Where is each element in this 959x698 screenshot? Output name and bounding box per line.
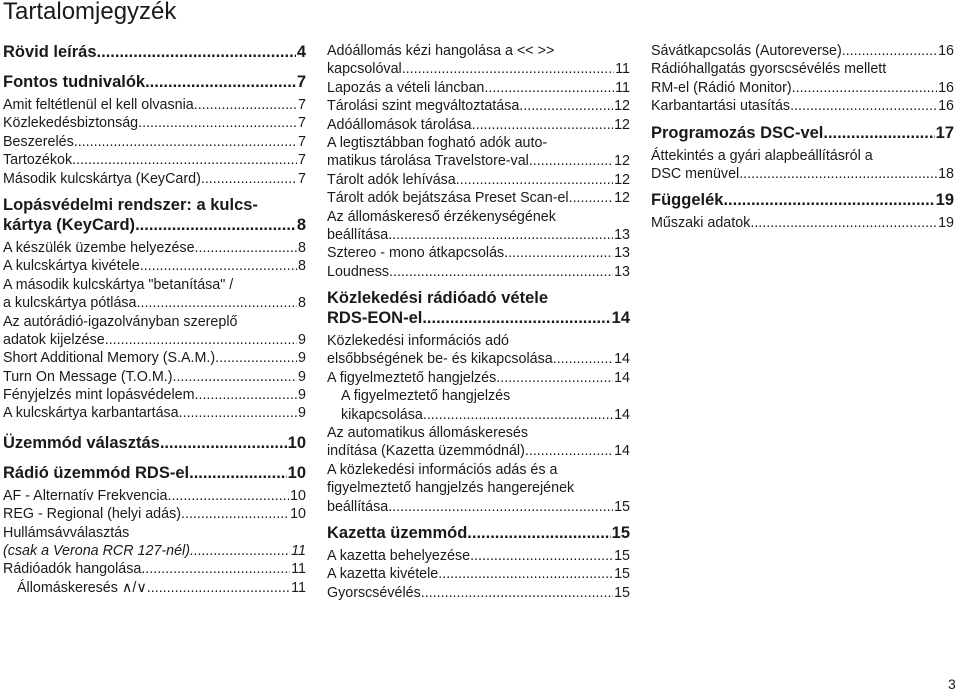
- toc-entry-text: AF - Alternatív Frekvencia: [3, 487, 168, 504]
- toc-entry[interactable]: [3, 239, 306, 257]
- toc-entry[interactable]: [327, 547, 630, 565]
- toc-entry[interactable]: [3, 331, 306, 349]
- toc-entry[interactable]: [327, 350, 630, 368]
- section-heading: [3, 72, 306, 92]
- leader-dots: [147, 579, 290, 597]
- toc-page-number: 12: [614, 116, 630, 133]
- toc-page-number: 12: [614, 171, 630, 188]
- leader-dots: [842, 42, 937, 60]
- toc-page-number: 16: [938, 43, 954, 59]
- toc-entry[interactable]: [651, 42, 954, 60]
- toc-entry-text: kapcsolóval: [327, 61, 402, 78]
- toc-entry[interactable]: [3, 368, 306, 386]
- toc-entry[interactable]: [3, 579, 306, 597]
- leader-dots: [388, 498, 613, 516]
- toc-entry-text: Áttekintés a gyári alapbeállításról a: [651, 147, 873, 164]
- toc-entry[interactable]: [3, 294, 306, 312]
- toc-entry-text: Beszerelés: [3, 133, 74, 150]
- toc-entry-text: RDS-EON-el: [327, 309, 423, 328]
- leader-dots: [215, 349, 297, 367]
- toc-page-number: 14: [611, 309, 630, 328]
- toc-page-number: 15: [614, 498, 630, 515]
- toc-entry-text: A kulcskártya kivétele: [3, 258, 140, 275]
- section-heading: [651, 190, 954, 210]
- toc-entry[interactable]: [327, 442, 630, 460]
- toc-page-number: 19: [935, 191, 954, 210]
- toc-entry-text: Hullámsávválasztás: [3, 524, 130, 541]
- toc-page-number: 8: [298, 258, 306, 275]
- toc-entry[interactable]: [3, 542, 306, 560]
- leader-dots: [195, 386, 298, 404]
- toc-page-number: 10: [290, 506, 306, 523]
- toc-entry-text: A kazetta behelyezése: [327, 547, 471, 564]
- toc-page-number: 7: [298, 97, 306, 113]
- toc-page-number: 9: [298, 368, 306, 385]
- toc-entry-text: Karbantartási utasítás: [651, 98, 791, 115]
- toc-entry[interactable]: [3, 151, 306, 169]
- leader-dots: [137, 294, 298, 312]
- toc-entry[interactable]: [3, 487, 306, 505]
- toc-entry[interactable]: [327, 369, 630, 387]
- toc-page-number: 19: [938, 215, 954, 232]
- toc-entry-text: Az autórádió-igazolványban szereplő: [3, 313, 238, 330]
- toc-entry-text: Tárolt adók bejátszása Preset Scan-el: [327, 190, 569, 207]
- leader-dots: [190, 542, 290, 560]
- toc-section[interactable]: [327, 308, 630, 328]
- toc-page-number: 11: [291, 579, 306, 596]
- section-heading: [3, 42, 306, 62]
- toc-page-number: 11: [291, 543, 306, 560]
- toc-entry-text: RM-el (Rádió Monitor): [651, 79, 792, 96]
- toc-entry-text: Gyorscsévélés: [327, 584, 421, 601]
- spacer: [651, 116, 954, 123]
- leader-dots: [105, 331, 297, 349]
- toc-entry[interactable]: [327, 189, 630, 207]
- toc-section[interactable]: [3, 463, 306, 483]
- leader-dots: [201, 170, 297, 188]
- toc-page-number: 8: [298, 239, 306, 256]
- toc-entry-text: elsőbbségének be- és kikapcsolása: [327, 351, 553, 368]
- toc-entry-text: A figyelmeztető hangjelzés: [327, 369, 497, 386]
- toc-section[interactable]: [327, 523, 630, 543]
- toc-entry[interactable]: [3, 114, 306, 132]
- spacer: [3, 453, 306, 463]
- toc-page-number: 16: [938, 79, 954, 96]
- toc-entry[interactable]: [3, 96, 306, 114]
- toc-page-number: 15: [614, 547, 630, 564]
- leader-dots: [553, 350, 613, 368]
- toc-entry-text: Lopásvédelmi rendszer: a kulcs-: [3, 195, 258, 214]
- spacer: [3, 423, 306, 433]
- leader-dots: [172, 368, 297, 386]
- toc-entry-text: Üzemmód választás: [3, 433, 160, 452]
- leader-dots: [438, 565, 613, 583]
- section-heading: [651, 123, 954, 143]
- toc-page-number: 18: [938, 165, 954, 182]
- leader-dots: [456, 171, 613, 189]
- toc-page-number: 11: [615, 79, 630, 96]
- toc-page-number: 7: [298, 170, 306, 187]
- toc-section[interactable]: [651, 190, 954, 210]
- leader-dots: [484, 79, 614, 97]
- toc-page-number: 15: [614, 566, 630, 583]
- toc-entry-text: Sávátkapcsolás (Autoreverse): [651, 43, 842, 59]
- spacer: [3, 62, 306, 72]
- toc-page-number: 7: [298, 152, 306, 169]
- toc-entry[interactable]: [3, 404, 306, 422]
- toc-entry-text: A legtisztábban fogható adók auto-: [327, 134, 548, 151]
- toc-entry[interactable]: [3, 170, 306, 188]
- toc-entry-text: (csak a Verona RCR 127-nél): [3, 543, 190, 560]
- toc-column-1: [3, 42, 306, 597]
- spacer: [327, 281, 630, 288]
- toc-entry[interactable]: [327, 116, 630, 134]
- toc-entry-text: Második kulcskártya (KeyCard): [3, 170, 201, 187]
- toc-page-number: 8: [296, 215, 306, 234]
- toc-column-2: [327, 42, 630, 602]
- toc-entry-text: Amit feltétlenül el kell olvasnia: [3, 97, 194, 113]
- toc-entry-text: matikus tárolása Travelstore-val: [327, 153, 529, 170]
- toc-entry-text: DSC menüvel: [651, 165, 740, 182]
- leader-dots: [423, 406, 613, 424]
- toc-entry-text: A figyelmeztető hangjelzés: [341, 388, 511, 405]
- leader-dots: [402, 60, 614, 78]
- leader-dots: [790, 97, 937, 115]
- leader-dots: [496, 369, 613, 387]
- leader-dots: [723, 190, 934, 210]
- leader-dots: [750, 214, 937, 232]
- toc-entry-text: kártya (KeyCard): [3, 215, 136, 234]
- leader-dots: [74, 133, 297, 151]
- leader-dots: [135, 215, 296, 235]
- toc-entry-text: Az automatikus állomáskeresés: [327, 425, 529, 442]
- toc-section[interactable]: [3, 433, 306, 453]
- toc-entry-text: Fontos tudnivalók: [3, 73, 146, 91]
- toc-section[interactable]: [3, 42, 306, 62]
- toc-entry[interactable]: [327, 226, 630, 244]
- toc-entry[interactable]: [651, 97, 954, 115]
- toc-entry[interactable]: [3, 386, 306, 404]
- leader-dots: [181, 505, 289, 523]
- toc-entry[interactable]: [327, 171, 630, 189]
- toc-entry-text: Tárolt adók lehívása: [327, 171, 456, 188]
- toc-entry-text: A második kulcskártya "betanítása" /: [3, 276, 234, 293]
- toc-page-number: 7: [298, 115, 306, 132]
- leader-dots: [140, 257, 297, 275]
- toc-page-number: 7: [298, 133, 306, 150]
- leader-dots: [97, 42, 296, 62]
- leader-dots: [160, 433, 287, 453]
- section-heading: [327, 523, 630, 543]
- toc-page-number: 14: [614, 351, 630, 368]
- toc-entry-text: Lapozás a vételi láncban: [327, 79, 485, 96]
- toc-page-number: 12: [614, 98, 630, 115]
- toc-entry-text: Adóállomás kézi hangolása a << >>: [327, 43, 555, 59]
- toc-entry-text: A készülék üzembe helyezése: [3, 239, 195, 256]
- leader-dots: [529, 152, 613, 170]
- toc-entry-text: Tárolási szint megváltoztatása: [327, 98, 520, 115]
- leader-dots: [388, 226, 613, 244]
- toc-entry[interactable]: [327, 244, 630, 262]
- toc-entry[interactable]: [3, 560, 306, 578]
- toc-entry-text: Fényjelzés mint lopásvédelem: [3, 387, 195, 404]
- toc-section[interactable]: [651, 123, 954, 143]
- toc-page-number: 8: [298, 295, 306, 312]
- toc-column-3: [651, 42, 954, 233]
- leader-dots: [138, 114, 297, 132]
- toc-entry[interactable]: [3, 133, 306, 151]
- toc-entry-text: Loudness: [327, 263, 390, 280]
- toc-page-number: 12: [614, 153, 630, 170]
- leader-dots: [422, 308, 610, 328]
- toc-entry[interactable]: [327, 97, 630, 115]
- leader-dots: [195, 239, 298, 257]
- toc-page-number: 14: [614, 369, 630, 386]
- toc-entry-text: Short Additional Memory (S.A.M.): [3, 350, 216, 367]
- toc-entry-text: a kulcskártya pótlása: [3, 295, 137, 312]
- toc-entry-text: kikapcsolása: [341, 406, 423, 423]
- toc-page-number: 11: [291, 561, 306, 578]
- leader-dots: [792, 79, 937, 97]
- toc-entry[interactable]: [3, 505, 306, 523]
- toc-entry-text: Közlekedésbiztonság: [3, 115, 139, 132]
- toc-page-number: 7: [296, 73, 306, 91]
- leader-dots: [145, 72, 296, 92]
- toc-page-number: 16: [938, 98, 954, 115]
- toc-entry[interactable]: [327, 565, 630, 583]
- toc-entry[interactable]: [651, 214, 954, 232]
- section-heading: [3, 195, 306, 215]
- leader-dots: [72, 151, 297, 169]
- toc-entry[interactable]: [327, 584, 630, 602]
- leader-dots: [167, 487, 289, 505]
- toc-entry-text: Rádióhallgatás gyorscsévélés mellett: [651, 61, 887, 78]
- toc-entry[interactable]: [327, 152, 630, 170]
- toc-entry-text: Tartozékok: [3, 152, 73, 169]
- toc-entry[interactable]: [327, 498, 630, 516]
- toc-entry-text: Közlekedési információs adó: [327, 333, 509, 350]
- toc-entry-text: indítása (Kazetta üzemmódnál): [327, 443, 525, 460]
- toc-entry-text: Rádió üzemmód RDS-el: [3, 463, 190, 482]
- section-heading: [3, 463, 306, 483]
- leader-dots: [569, 189, 614, 207]
- leader-dots: [519, 97, 613, 115]
- leader-dots: [467, 523, 610, 543]
- toc-entry[interactable]: [651, 165, 954, 183]
- toc-entry-text: Műszaki adatok: [651, 215, 751, 232]
- toc-page-number: 13: [614, 263, 630, 280]
- section-heading: [327, 288, 630, 308]
- toc-entry[interactable]: [651, 79, 954, 97]
- toc-entry-text: beállítása: [327, 498, 389, 515]
- toc-entry-text: Adóállomások tárolása: [327, 116, 472, 133]
- leader-dots: [421, 584, 613, 602]
- toc-entry[interactable]: [327, 263, 630, 281]
- toc-entry[interactable]: [327, 60, 630, 78]
- page-number: 3: [948, 676, 956, 692]
- toc-entry-text: Programozás DSC-vel: [651, 123, 824, 142]
- section-heading: [327, 308, 630, 328]
- toc-entry-text: Turn On Message (T.O.M.): [3, 368, 173, 385]
- toc-page-number: 9: [298, 350, 306, 367]
- toc-page-number: 10: [287, 433, 306, 452]
- toc-entry-text: beállítása: [327, 226, 389, 243]
- toc-entry-text: Állomáskeresés ∧/∨: [17, 579, 147, 596]
- section-heading: [3, 433, 306, 453]
- toc-page-number: 12: [614, 190, 630, 207]
- toc-entry-text: Függelék: [651, 191, 724, 210]
- toc-entry-text: Rádióadók hangolása: [3, 561, 142, 578]
- toc-entry[interactable]: [327, 406, 630, 424]
- toc-page-number: 9: [298, 331, 306, 348]
- toc-entry-text: adatok kijelzése: [3, 331, 105, 348]
- spacer: [327, 516, 630, 523]
- toc-page-number: 11: [615, 61, 630, 78]
- spacer: [651, 183, 954, 190]
- toc-page-number: 9: [298, 387, 306, 404]
- toc-entry-text: Közlekedési rádióadó vétele: [327, 289, 549, 308]
- toc-page-number: 15: [614, 584, 630, 601]
- toc-page-number: 15: [611, 523, 630, 542]
- leader-dots: [389, 263, 613, 281]
- leader-dots: [823, 123, 934, 143]
- leader-dots: [189, 463, 287, 483]
- toc-page-number: 17: [935, 123, 954, 142]
- toc-entry-text: Az állomáskereső érzékenységének: [327, 208, 556, 225]
- leader-dots: [141, 560, 290, 578]
- section-heading: [3, 215, 306, 235]
- toc-entry-text: Rövid leírás: [3, 43, 97, 61]
- toc-page-number: 13: [614, 245, 630, 262]
- leader-dots: [525, 442, 613, 460]
- toc-page-number: 14: [614, 406, 630, 423]
- spacer: [3, 188, 306, 195]
- toc-entry-text: A közlekedési információs adás és a: [327, 461, 558, 478]
- toc-entry-text: Kazetta üzemmód: [327, 523, 468, 542]
- toc-entry[interactable]: [3, 349, 306, 367]
- toc-page-number: 14: [614, 443, 630, 460]
- toc-entry-text: A kulcskártya karbantartása: [3, 405, 179, 422]
- page-title: Tartalomjegyzék: [3, 0, 177, 25]
- leader-dots: [739, 165, 937, 183]
- toc-entry-text: A kazetta kivétele: [327, 566, 439, 583]
- toc-entry[interactable]: [327, 79, 630, 97]
- leader-dots: [470, 547, 613, 565]
- toc-page-number: 10: [287, 463, 306, 482]
- leader-dots: [472, 116, 613, 134]
- leader-dots: [504, 244, 613, 262]
- toc-section[interactable]: [3, 72, 306, 92]
- toc-section[interactable]: [3, 215, 306, 235]
- toc-page-number: 10: [290, 487, 306, 504]
- toc-entry-text: figyelmeztető hangjelzés hangerejének: [327, 480, 575, 497]
- toc-page-number: 9: [298, 405, 306, 422]
- toc-entry-text: REG - Regional (helyi adás): [3, 506, 181, 523]
- toc-page-number: 4: [296, 43, 306, 61]
- leader-dots: [179, 404, 297, 422]
- toc-entry[interactable]: [3, 257, 306, 275]
- toc-page-number: 13: [614, 226, 630, 243]
- toc-entry-text: Sztereo - mono átkapcsolás: [327, 245, 505, 262]
- leader-dots: [194, 96, 297, 114]
